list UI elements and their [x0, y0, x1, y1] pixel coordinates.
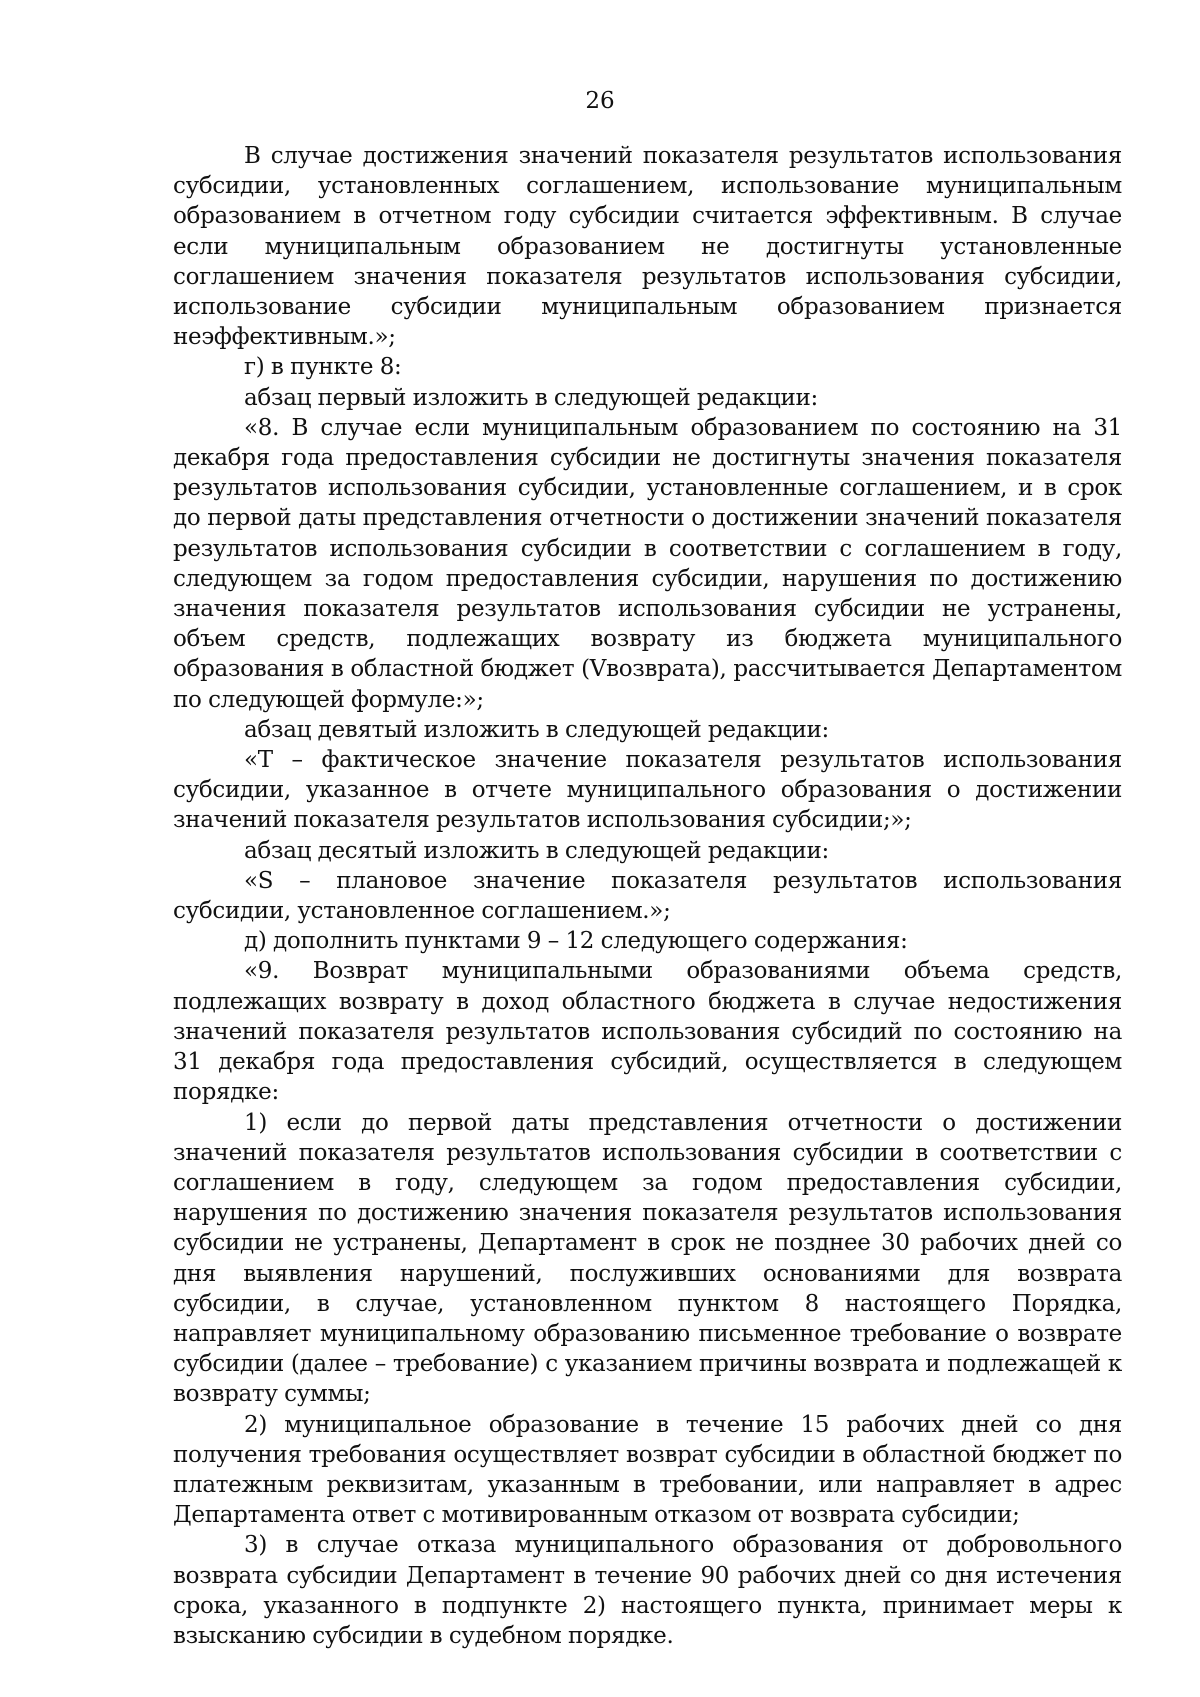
paragraph-tenth-abzac-instruction: абзац десятый изложить в следующей редакции: — [244, 837, 829, 864]
paragraph-definition-s: «S – плановое значение показателя результатов использования субсидии, установленное соглашением.»; — [173, 867, 1122, 925]
page-number: 26 — [585, 88, 615, 114]
paragraph-point-8: «8. В случае если муниципальным образованием по состоянию на 31 декабря года предоставления субсидии не достигнуты значения показателя результатов использования субсидии, установленные соглашением, и в срок до первой даты представления отчетности о достижении значений показателя результатов использования субсидии в соответствии с соглашением в году, следующем за годом предоставления субсидии, нарушения по достижению значения показателя результатов использования субсидии не устранены, объем средств, подлежащих возврату из бюджета муниципального образования в областной бюджет (Vвозврата), рассчитывается Департаментом по следующей формуле:»; — [173, 414, 1122, 713]
paragraph-item-d: д) дополнить пунктами 9 – 12 следующего содержания: — [244, 928, 908, 955]
paragraph-subpoint-3: 3) в случае отказа муниципального образования от добровольного возврата субсидии Департамент в течение 90 рабочих дней со дня истечения срока, указанного в подпункте 2) настоящего пункта, принимает меры к взысканию субсидии в судебном порядке. — [173, 1532, 1122, 1649]
paragraph-definition-t: «T – фактическое значение показателя результатов использования субсидии, указанное в отчете муниципального образования о достижении значений показателя результатов использования субсидии;»; — [173, 747, 1122, 834]
paragraph-ninth-abzac-instruction: абзац девятый изложить в следующей редакции: — [244, 716, 829, 743]
document-body — [173, 141, 1122, 1651]
paragraph-effectiveness: В случае достижения значений показателя результатов использования субсидии, установленных соглашением, использование муниципальным образованием в отчетном году субсидии считается эффективным. В случае если муниципальным образованием не достигнуты установленные соглашением значения показателя результатов использования субсидии, использование субсидии муниципальным образованием признается неэффективным.»; — [173, 143, 1122, 351]
paragraph-point-9: «9. Возврат муниципальными образованиями объема средств, подлежащих возврату в доход областного бюджета в случае недостижения значений показателя результатов использования субсидий по состоянию на 31 декабря года предоставления субсидий, осуществляется в следующем порядке: — [173, 958, 1122, 1106]
paragraph-subpoint-2: 2) муниципальное образование в течение 15 рабочих дней со дня получения требования осуществляет возврат субсидии в областной бюджет по платежным реквизитам, указанным в требовании, или направляет в адрес Департамента ответ с мотивированным отказом от возврата субсидии; — [173, 1411, 1122, 1529]
paragraph-first-abzac-instruction: абзац первый изложить в следующей редакции: — [244, 384, 818, 411]
paragraph-subpoint-1: 1) если до первой даты представления отчетности о достижении значений показателя результатов использования субсидии в соответствии с соглашением в году, следующем за годом предоставления субсидии, нарушения по достижению значения показателя результатов использования субсидии не устранены, Департамент в срок не позднее 30 рабочих дней со дня выявления нарушений, послуживших основаниями для возврата субсидии, в случае, установленном пунктом 8 настоящего Порядка, направляет муниципальному образованию письменное требование о возврате субсидии (далее – требование) с указанием причины возврата и подлежащей к возврату суммы; — [173, 1109, 1122, 1408]
paragraph-item-g: г) в пункте 8: — [244, 354, 402, 381]
